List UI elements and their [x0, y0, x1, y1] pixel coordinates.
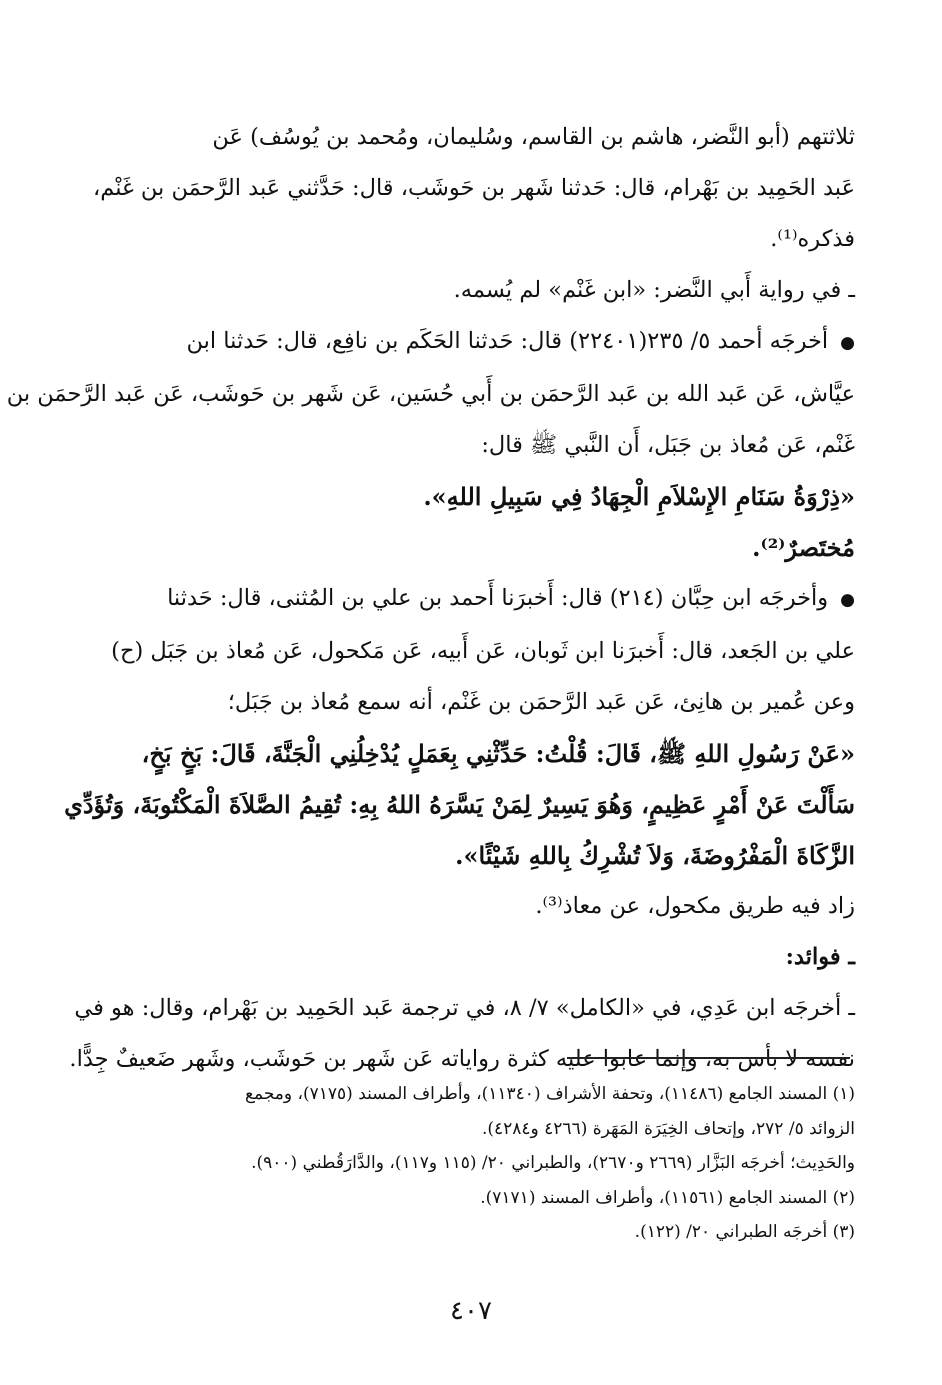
- hadith-text: «عَنْ رَسُولِ اللهِ ﷺ، قَالَ: قُلْتُ: حَدِّثْنِي بِعَمَلٍ يُدْخِلُنِي الْجَنَّةَ، قَالَ: بَخٍ بَخٍ،: [141, 739, 855, 768]
- footnote-line: والحَدِيث؛ أخرجَه البَزَّار (٢٦٦٩ و٢٦٧٠)، والطبراني ٢٠/ (١١٥ و١١٧)، والدَّارَقُطني (٩٠٠).: [251, 1153, 855, 1173]
- bullet-paragraph-start: [95, 316, 855, 369]
- text-line: فذكره⁽¹⁾.: [770, 226, 855, 252]
- text-line: عَبد الحَمِيد بن بَهْرام، قال: حَدثنا شَهر بن حَوشَب، قال: حَدَّثني عَبد الرَّحمَن بن غَنْم،: [92, 175, 855, 201]
- bullet-icon: [828, 328, 855, 354]
- hadith-text: الزَّكَاةَ الْمَفْرُوضَةَ، وَلاَ تُشْرِكُ بِاللهِ شَيْئًا».: [455, 841, 855, 870]
- text-line: ـ أخرجَه ابن عَدِي، في «الكامل» ٧/ ٨، في ترجمة عَبد الحَمِيد بن بَهْرام، وقال: هو في: [74, 995, 855, 1021]
- text-line: نفسه لا بأس به، وإنما عابوا عليه كثرة رواياته عَن شَهر بن حَوشَب، وشَهر ضَعيفٌ جِدًّا.: [69, 1046, 855, 1072]
- footnotes: [95, 1077, 855, 1250]
- footnote-line: الزوائد ٥/ ٢٧٢، وإتحاف الخِيَرَة المَهَرة (٤٢٦٦ و٤٢٨٤).: [481, 1118, 855, 1139]
- section-heading: ـ فوائد:: [785, 944, 855, 970]
- text-line: زاد فيه طريق مكحول، عن معاذ⁽³⁾.: [535, 893, 855, 919]
- text-line: وعن عُمير بن هانِئ، عَن عَبد الرَّحمَن بن غَنْم، أنه سمع مُعاذ بن جَبَل؛: [227, 689, 855, 715]
- main-text: [6, 112, 855, 1085]
- page-number: ٤٠٧: [450, 1296, 492, 1326]
- hadith-text: سَأَلْتَ عَنْ أَمْرٍ عَظِيمٍ، وَهُوَ يَسِيرٌ لِمَنْ يَسَّرَهُ اللهُ بِهِ: تُقِيمُ الصَّلاَةَ الْمَكْتُوبَةَ، وَتُؤَدِّي: [64, 790, 855, 819]
- text-line: ثلاثتهم (أبو النَّضر، هاشم بن القاسم، وسُليمان، ومُحمد بن يُوسُف) عَن: [212, 124, 855, 150]
- bullet-paragraph-start: [95, 573, 855, 626]
- text-line: مُختَصرٌ⁽²⁾.: [752, 533, 855, 562]
- text-line: عيَّاش، عَن عَبد الله بن عَبد الرَّحمَن بن أَبي حُسَين، عَن شَهر بن حَوشَب، عَن عَبد الرَّحمَن بن: [6, 381, 855, 407]
- text-line: علي بن الجَعد، قال: أَخبرَنا ابن ثَوبان، عَن أَبيه، عَن مَكحول، عَن مُعاذ بن جَبَل (ح): [111, 638, 855, 664]
- text-line: غَنْم، عَن مُعاذ بن جَبَل، أَن النَّبي ﷺ قال:: [481, 432, 855, 458]
- text-line: أخرجَه أحمد ٥/ ٢٣٥(٢٢٤٠١) قال: حَدثنا الحَكَم بن نافِع، قال: حَدثنا ابن: [186, 328, 829, 354]
- footnote-line: (٢) المسند الجامع (١١٥٦١)، وأطراف المسند (٧١٧١).: [480, 1187, 855, 1208]
- text-line: وأخرجَه ابن حِبَّان (٢١٤) قال: أَخبرَنا أَحمد بن علي بن المُثنى، قال: حَدثنا: [167, 585, 829, 611]
- text-line: ـ في رواية أَبي النَّضر: «ابن غَنْم» لم يُسمه.: [453, 277, 855, 303]
- footnote-line: (٣) أخرجَه الطبراني ٢٠/ (١٢٢).: [634, 1222, 855, 1242]
- hadith-text: «ذِرْوَةُ سَنَامِ الإِسْلاَمِ الْجِهَادُ فِي سَبِيلِ اللهِ».: [423, 482, 855, 511]
- footnote-line: (١) المسند الجامع (١١٤٨٦)، وتحفة الأشراف (١١٣٤٠)، وأطراف المسند (٧١٧٥)، ومجمع: [244, 1084, 855, 1104]
- footnote-divider: [567, 1057, 850, 1059]
- bullet-icon: [828, 585, 855, 611]
